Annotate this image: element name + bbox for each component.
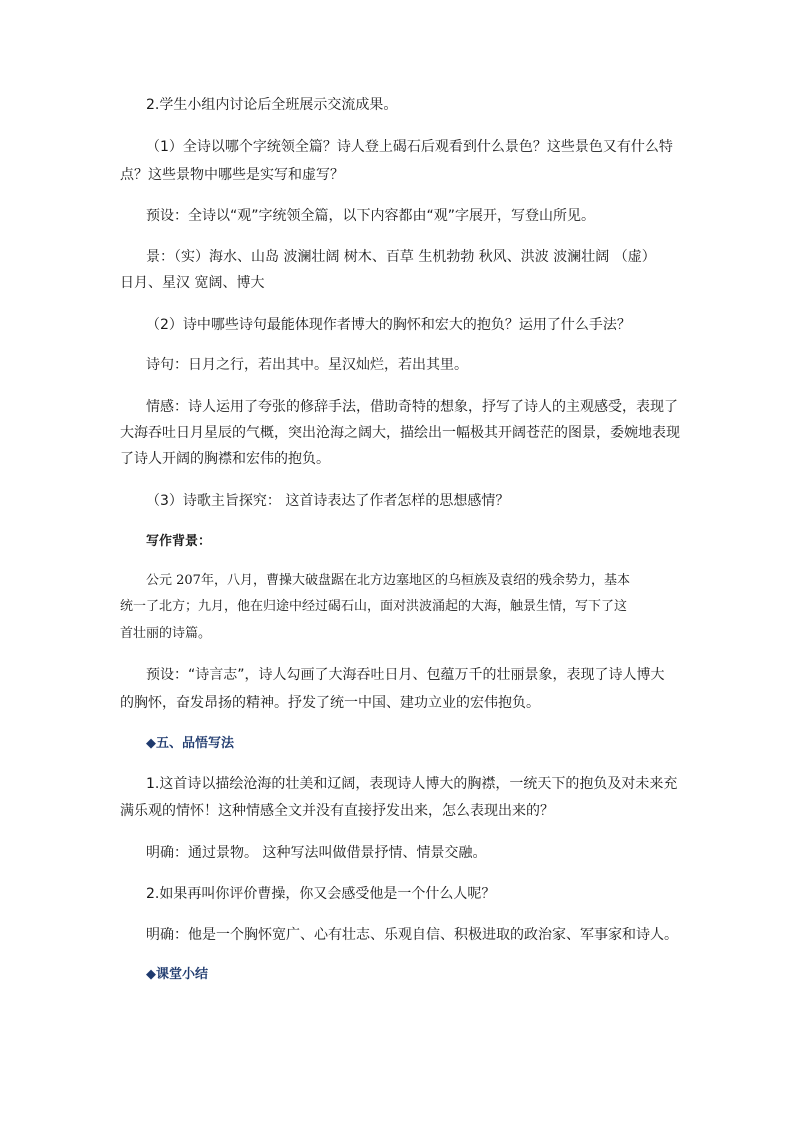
question-2: （2）诗中哪些诗句最能体现作者博大的胸怀和宏大的抱负？运用了什么手法？ <box>146 317 631 333</box>
question-writing-2: 2.如果再叫你评价曹操，你又会感受他是一个什么人呢？ <box>146 886 496 902</box>
emotion-analysis: 情感：诗人运用了夸张的修辞手法，借助奇特的想象，抒写了诗人的主观感受，表现了 <box>146 399 678 415</box>
section-heading-writing: ◆五、品悟写法 <box>146 736 234 751</box>
step-2-intro: 2.学生小组内讨论后全班展示交流成果。 <box>146 97 398 113</box>
background-text-1: 公元 207年，八月，曹操大破盘踞在北方边塞地区的乌桓族及袁绍的残余势力，基本 <box>146 573 630 588</box>
answer-1-preset: 预设：全诗以“观”字统领全篇，以下内容都由“观”字展开，写登山所见。 <box>146 208 596 224</box>
section-heading-summary: ◆课堂小结 <box>146 967 208 982</box>
question-writing-1-cont: 满乐观的情怀！这种情感全文并没有直接抒发出来，怎么表现出来的？ <box>120 803 554 819</box>
background-text-3: 首壮丽的诗篇。 <box>120 626 212 641</box>
background-text-2: 统一了北方；九月，他在归途中经过碣石山，面对洪波涌起的大海，触景生情，写下了这 <box>120 599 628 614</box>
question-1-cont: 点？这些景物中哪些是实写和虚写？ <box>120 167 344 183</box>
answer-writing-1: 明确：通过景物。 这种写法叫做借景抒情、情景交融。 <box>146 845 487 861</box>
answer-writing-2: 明确：他是一个胸怀宽广、心有壮志、乐观自信、积极进取的政治家、军事家和诗人。 <box>146 927 678 943</box>
question-1: （1）全诗以哪个字统领全篇？诗人登上碣石后观看到什么景色？这些景色又有什么特 <box>146 139 673 155</box>
question-writing-1: 1.这首诗以描绘沧海的壮美和辽阔，表现诗人博大的胸襟，一统天下的抱负及对未来充 <box>146 776 678 792</box>
scenery-real: 景：（实）海水、山岛 波澜壮阔 树木、百草 生机勃勃 秋风、洪波 波澜壮阔 （虚） <box>146 249 656 265</box>
scenery-virtual: 日月、星汉 宽阔、博大 <box>120 275 265 291</box>
background-heading: 写作背景： <box>146 534 212 549</box>
emotion-analysis-cont-2: 了诗人开阔的胸襟和宏伟的抱负。 <box>120 451 330 467</box>
emotion-analysis-cont-1: 大海吞吐日月星辰的气概，突出沧海之阔大，描绘出一幅极其开阔苍茫的图景，委婉地表现 <box>120 425 680 441</box>
answer-3-preset: 预设：“诗言志”，诗人勾画了大海吞吐日月、包蕴万千的壮丽景象，表现了诗人博大 <box>146 667 665 683</box>
poem-lines: 诗句：日月之行，若出其中。星汉灿烂，若出其里。 <box>146 357 468 373</box>
answer-3-preset-cont: 的胸怀，奋发昂扬的精神。抒发了统一中国、建功立业的宏伟抱负。 <box>120 695 540 711</box>
question-3: （3）诗歌主旨探究： 这首诗表达了作者怎样的思想感情？ <box>146 493 510 509</box>
